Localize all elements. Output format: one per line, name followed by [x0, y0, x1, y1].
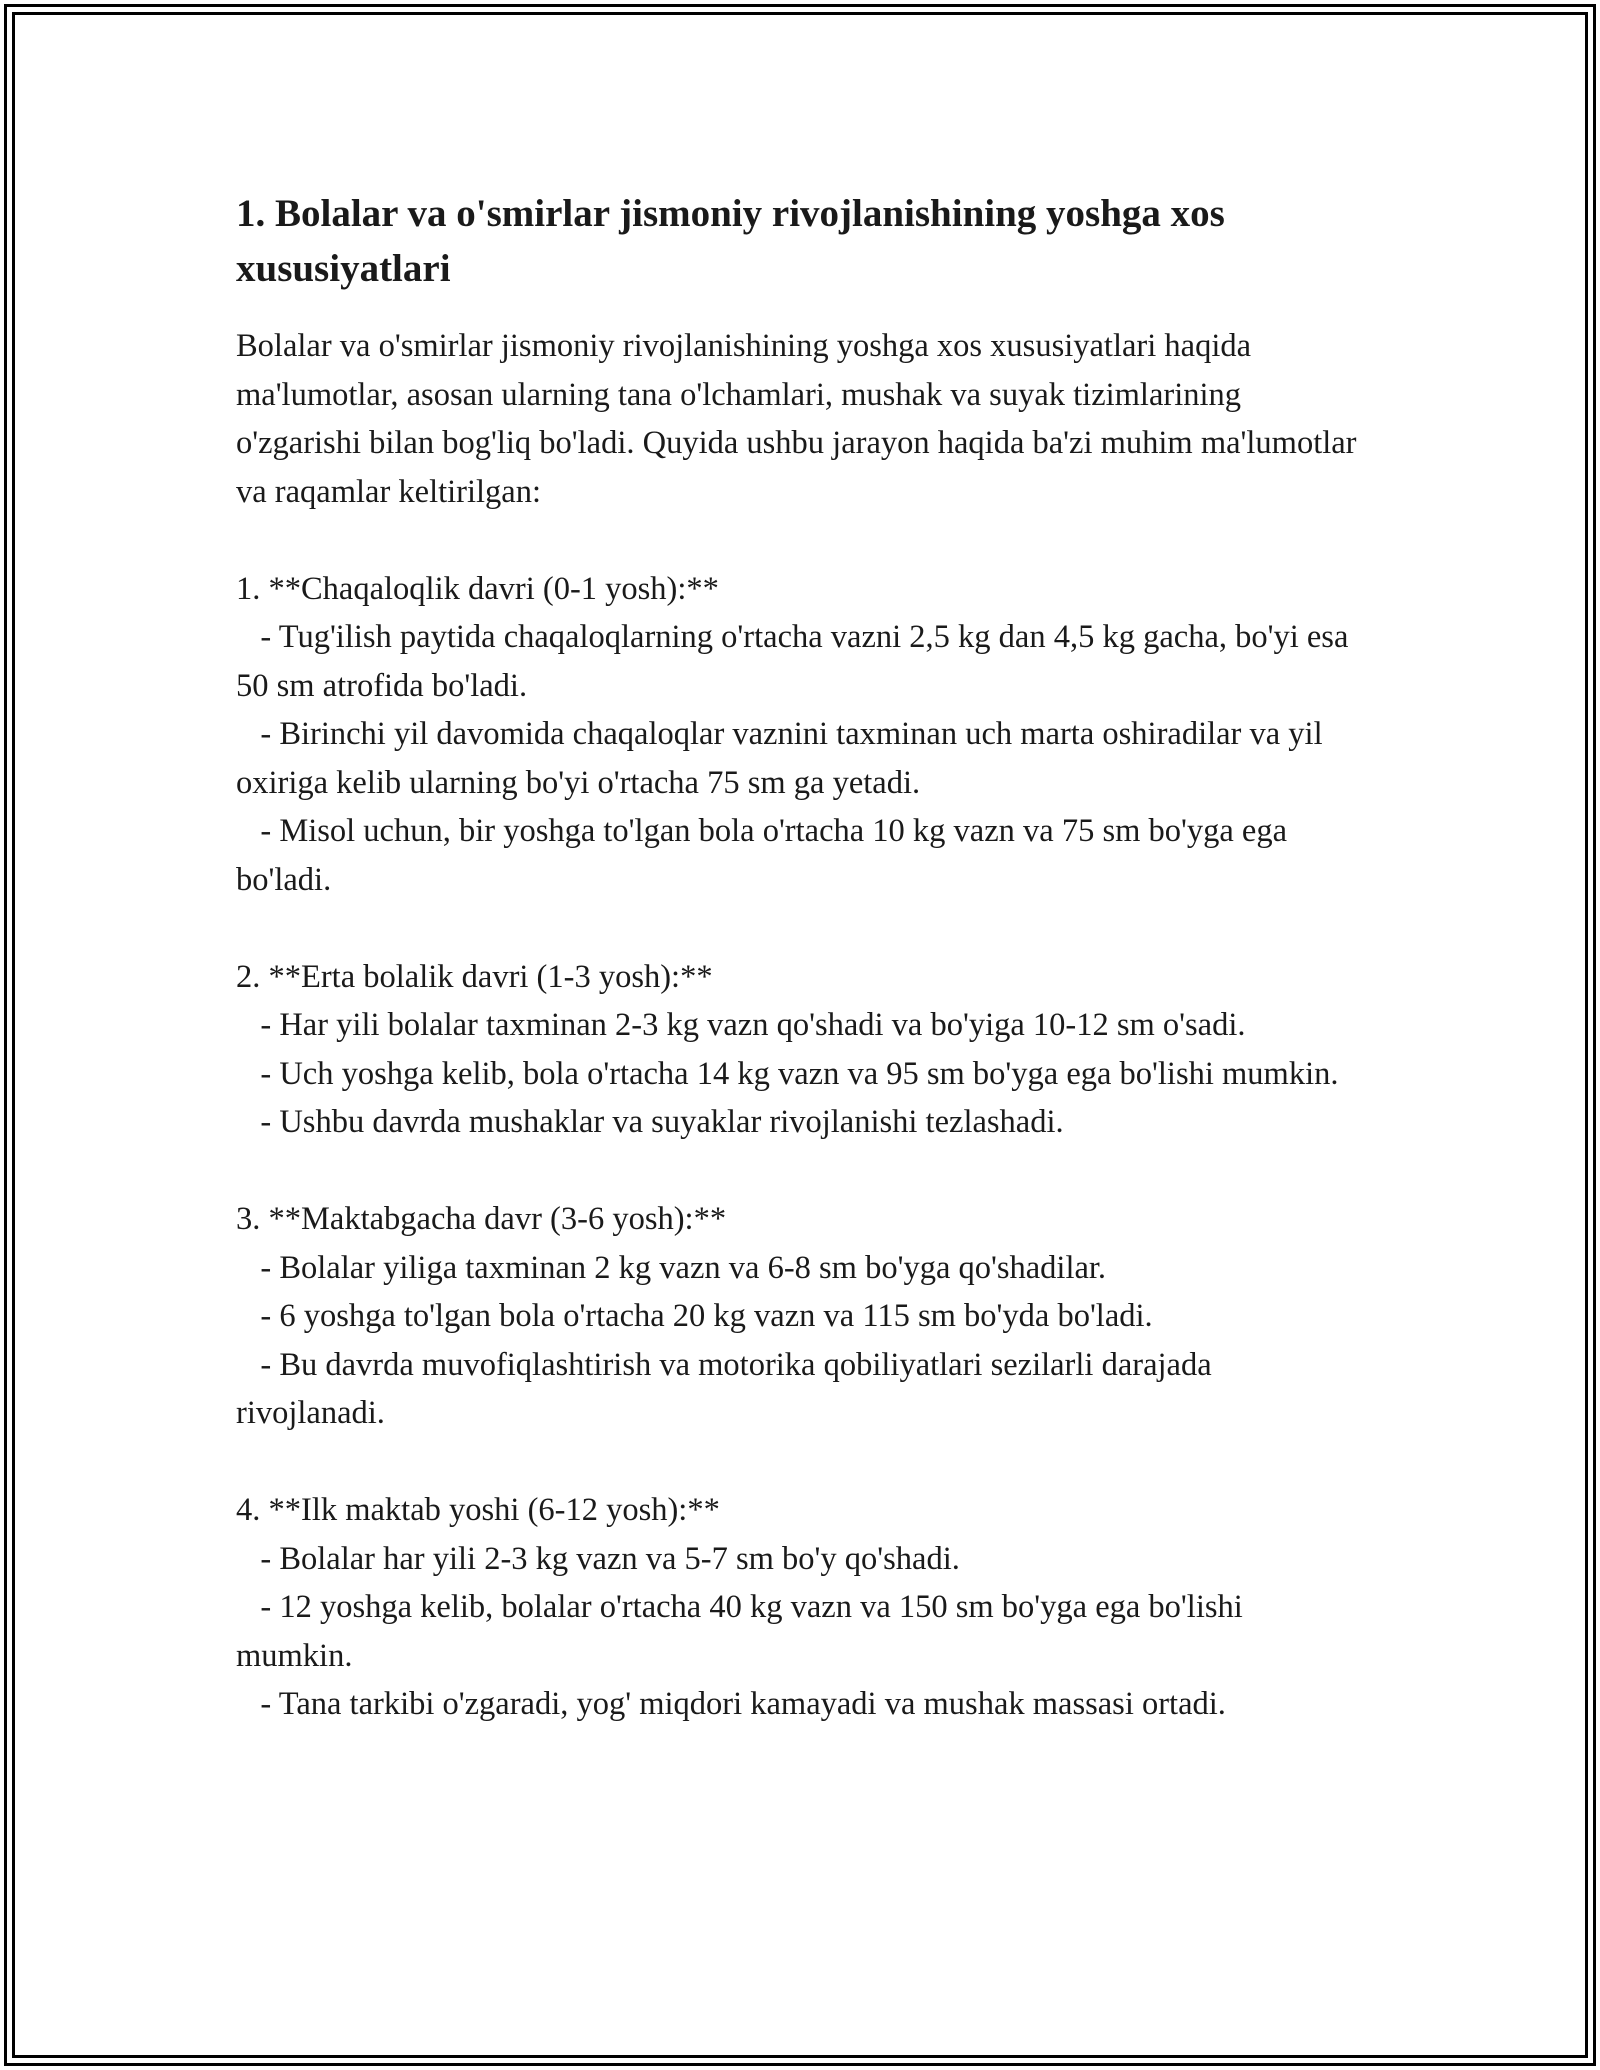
- list-item: - Uch yoshga kelib, bola o'rtacha 14 kg vazn va 95 sm bo'yga ega bo'lishi mumkin.: [236, 1055, 1339, 1092]
- section-heading: 4. **Ilk maktab yoshi (6-12 yosh):**: [236, 1492, 720, 1528]
- list-item: - Bu davrda muvofiqlashtirish va motorika qobiliyatlari sezilarli darajada rivojlanadi.: [236, 1346, 1220, 1431]
- list-item: - Misol uchun, bir yoshga to'lgan bola o'rtacha 10 kg vazn va 75 sm bo'yga ega bo'ladi.: [236, 813, 1296, 898]
- list-item: - Bolalar yiliga taxminan 2 kg vazn va 6-8 sm bo'yga qo'shadilar.: [236, 1249, 1107, 1286]
- list-item: - 12 yoshga kelib, bolalar o'rtacha 40 kg vazn va 150 sm bo'yga ega bo'lishi mumkin.: [236, 1589, 1251, 1674]
- list-item: - Birinchi yil davomida chaqaloqlar vaznini taxminan uch marta oshiradilar va yil oxiriga kelib ularning bo'yi o'rtacha 75 sm ga yetadi.: [236, 716, 1331, 801]
- list-item: - Bolalar har yili 2-3 kg vazn va 5-7 sm bo'y qo'shadi.: [236, 1540, 960, 1577]
- document-title: 1. Bolalar va o'smirlar jismoniy rivojlanishining yoshga xos xususiyatlari: [236, 192, 1225, 290]
- list-item: - Tana tarkibi o'zgaradi, yog' miqdori kamayadi va mushak massasi ortadi.: [236, 1686, 1226, 1722]
- section-heading: 1. **Chaqaloqlik davri (0-1 yosh):**: [236, 570, 719, 607]
- document-text: [236, 322, 1366, 1729]
- list-item: - Har yili bolalar taxminan 2-3 kg vazn qo'shadi va bo'yiga 10-12 sm o'sadi.: [236, 1007, 1246, 1043]
- intro-paragraph: Bolalar va o'smirlar jismoniy rivojlanishining yoshga xos xususiyatlari haqida ma'lumotlar, asosan ularning tana o'lchamlari, mushak va suyak tizimlarining o'zgarishi bilan bog'liq bo'ladi. Quyida ushbu jarayon haqida ba'zi muhim ma'lumotlar va raqamlar keltirilgan:: [236, 328, 1365, 510]
- document-body: [236, 186, 1366, 1729]
- list-item: - Ushbu davrda mushaklar va suyaklar rivojlanishi tezlashadi.: [236, 1104, 1064, 1140]
- section-heading: 3. **Maktabgacha davr (3-6 yosh):**: [236, 1201, 727, 1237]
- section-heading: 2. **Erta bolalik davri (1-3 yosh):**: [236, 958, 713, 995]
- list-item: - 6 yoshga to'lgan bola o'rtacha 20 kg vazn va 115 sm bo'yda bo'ladi.: [236, 1298, 1153, 1334]
- list-item: - Tug'ilish paytida chaqaloqlarning o'rtacha vazni 2,5 kg dan 4,5 kg gacha, bo'yi esa 50 sm atrofida bo'ladi.: [236, 619, 1357, 704]
